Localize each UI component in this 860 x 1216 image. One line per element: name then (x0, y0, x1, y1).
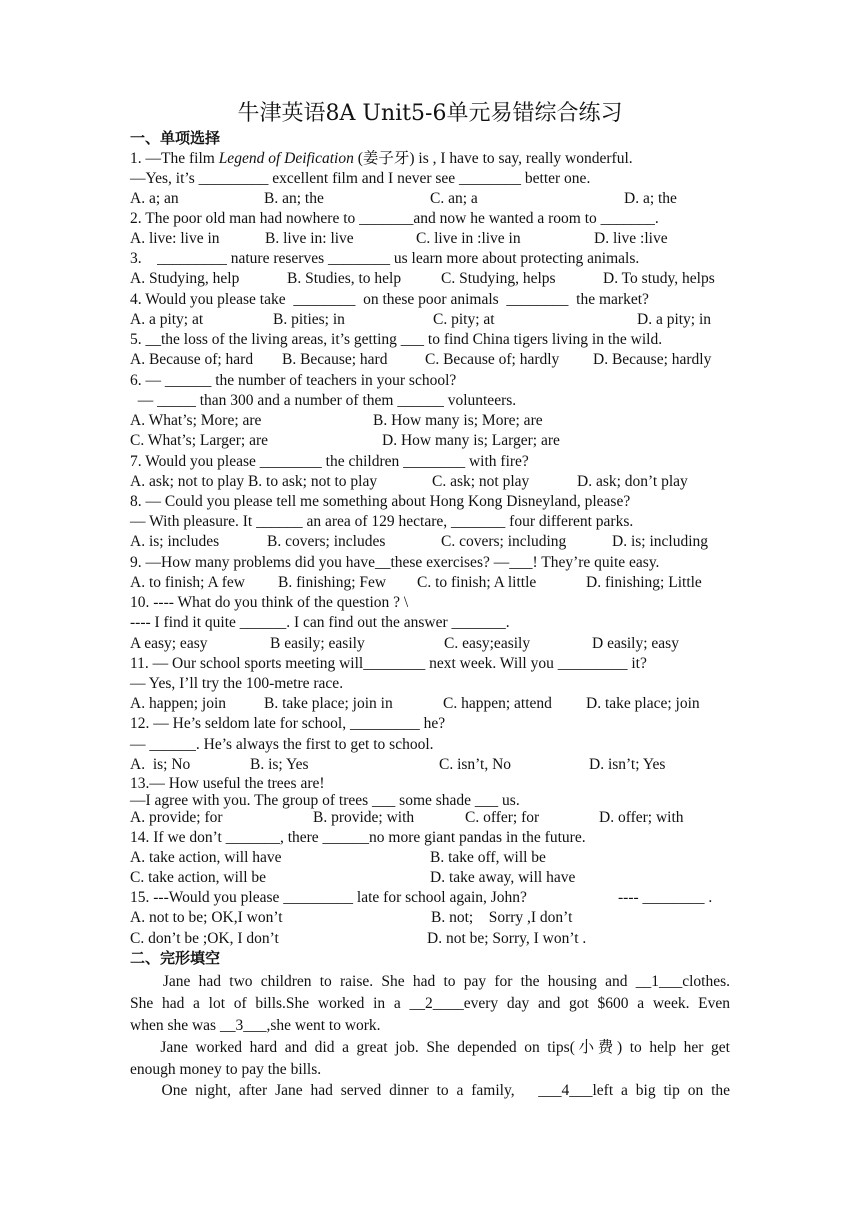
option-d: D. is; including (612, 533, 709, 550)
question-12-reply: — ______. He’s always the first to get to school. (130, 736, 434, 753)
question-6-reply: — _____ than 300 and a number of them ______ volunteers. (130, 392, 517, 409)
option-a: A. to finish; A few (130, 574, 245, 591)
passage-line: Jane worked hard and did a great job. She depended on tips(小费) to help her get (130, 1039, 730, 1056)
option-d: D. How many is; Larger; are (382, 432, 560, 449)
option-b: B. covers; includes (267, 533, 386, 550)
option-a: A. take action, will have (130, 849, 282, 866)
passage-text: clothes. (682, 973, 730, 990)
passage-text: ,she went to work. (266, 1017, 381, 1034)
option-c: C. easy;easily (444, 635, 531, 652)
option-d: D. To study, helps (603, 270, 715, 287)
option-d: D. not be; Sorry, I won’t . (427, 930, 587, 947)
passage-text: She had a lot of bills.She worked in a (130, 995, 410, 1012)
option-c: C. Studying, helps (441, 270, 556, 287)
option-a: A. is; No (130, 756, 191, 773)
question-13: 13.— How useful the trees are! (130, 775, 325, 792)
passage-text: every day and got $600 a week. Even (463, 995, 731, 1012)
option-b: B easily; easily (270, 635, 365, 652)
passage-line (130, 1015, 730, 1037)
option-d: D. live :live (594, 230, 668, 247)
question-15-reply: ---- ________ . (618, 889, 713, 906)
option-c: C. happen; attend (443, 695, 552, 712)
option-c: C. isn’t, No (439, 756, 512, 773)
option-d: D. a; the (624, 190, 677, 207)
question-9: 9. —How many problems did you have__these exercises? —___! They’re quite easy. (130, 554, 660, 571)
option-c: C. live in :live in (416, 230, 521, 247)
question-11-reply: — Yes, I’ll try the 100-metre race. (130, 675, 344, 692)
option-d: D. offer; with (599, 809, 684, 826)
option-c: C. pity; at (433, 311, 495, 328)
passage-text: when she was (130, 1017, 220, 1034)
question-3: 3. _________ nature reserves ________ us learn more about protecting animals. (130, 250, 640, 267)
option-c: C. offer; for (465, 809, 540, 826)
option-c: C. don’t be ;OK, I don’t (130, 930, 279, 947)
option-b: B. an; the (264, 190, 324, 207)
option-d: D. Because; hardly (593, 351, 712, 368)
option-b: B. take off, will be (430, 849, 546, 866)
question-4: 4. Would you please take ________ on these poor animals ________ the market? (130, 291, 649, 308)
option-d: D. finishing; Little (586, 574, 702, 591)
blank-2: __2____ (409, 995, 464, 1012)
option-c: C. What’s; Larger; are (130, 432, 269, 449)
option-d: D. take away, will have (430, 869, 576, 886)
question-11: 11. — Our school sports meeting will________ next week. Will you _________ it? (130, 655, 647, 672)
passage-text: left a big tip on the (592, 1082, 731, 1099)
option-c: C. ask; not play (432, 473, 530, 490)
option-c: C. to finish; A little (417, 574, 537, 591)
option-a: A. provide; for (130, 809, 223, 826)
option-b: B. provide; with (313, 809, 415, 826)
question-10: 10. ---- What do you think of the question ? \ (130, 594, 409, 611)
question-1-prefix: 1. —The film (130, 150, 219, 167)
question-10-reply: ---- I find it quite ______. I can find out the answer _______. (130, 614, 510, 631)
option-d: D easily; easy (592, 635, 679, 652)
passage-text: One night, after Jane had served dinner to a family, (130, 1082, 539, 1099)
question-12: 12. — He’s seldom late for school, _________ he? (130, 715, 446, 732)
option-b: B. finishing; Few (278, 574, 387, 591)
blank-4: ___4___ (538, 1082, 593, 1099)
passage-line: enough money to pay the bills. (130, 1061, 322, 1078)
option-c: C. covers; including (441, 533, 567, 550)
option-b: B. not; Sorry ,I don’t (431, 909, 573, 926)
question-14: 14. If we don’t _______, there ______no more giant pandas in the future. (130, 829, 586, 846)
option-a: A. happen; join (130, 695, 226, 712)
option-a: A. Because of; hard (130, 351, 254, 368)
section-heading-multiple-choice: 一、单项选择 (130, 129, 221, 147)
question-6: 6. — ______ the number of teachers in your school? (130, 372, 457, 389)
option-a: A easy; easy (130, 635, 208, 652)
question-13-reply: —I agree with you. The group of trees ___ some shade ___ us. (130, 792, 520, 809)
question-7: 7. Would you please ________ the children ________ with fire? (130, 453, 529, 470)
passage-line (130, 1080, 730, 1102)
option-c: C. an; a (430, 190, 478, 207)
passage-line (130, 993, 730, 1015)
question-8: 8. — Could you please tell me something about Hong Kong Disneyland, please? (130, 493, 631, 510)
blank-3: __3___ (219, 1017, 267, 1034)
option-d: D. ask; don’t play (577, 473, 688, 490)
passage-text: Jane had two children to raise. She had to pay for the housing and (130, 973, 636, 990)
question-8-reply: — With pleasure. It ______ an area of 129 hectare, _______ four different parks. (130, 513, 634, 530)
option-b: B. Studies, to help (287, 270, 402, 287)
option-c: C. Because of; hardly (425, 351, 560, 368)
option-d: D. isn’t; Yes (589, 756, 666, 773)
option-a: A. a; an (130, 190, 179, 207)
blank-1: __1___ (635, 973, 683, 990)
option-d: D. take place; join (586, 695, 700, 712)
option-a: A. What’s; More; are (130, 412, 262, 429)
option-a: A. not to be; OK,I won’t (130, 909, 283, 926)
option-c: C. take action, will be (130, 869, 267, 886)
question-1 (130, 149, 633, 168)
worksheet-title: 牛津英语8A Unit5-6单元易错综合练习 (237, 101, 623, 126)
option-a: A. live: live in (130, 230, 220, 247)
question-1-suffix: (姜子牙) is , I have to say, really wonderful. (353, 150, 633, 167)
option-a: A. is; includes (130, 533, 220, 550)
option-a-b: A. ask; not to play B. to ask; not to play (130, 473, 378, 490)
passage-line (130, 971, 730, 993)
option-b: B. pities; in (273, 311, 345, 328)
option-a: A. a pity; at (130, 311, 204, 328)
option-a: A. Studying, help (130, 270, 240, 287)
option-b: B. take place; join in (264, 695, 393, 712)
option-b: B. Because; hard (282, 351, 388, 368)
option-d: D. a pity; in (637, 311, 712, 328)
option-b: B. is; Yes (250, 756, 309, 773)
question-5: 5. __the loss of the living areas, it’s getting ___ to find China tigers living in the wild. (130, 331, 663, 348)
question-2: 2. The poor old man had nowhere to _______and now he wanted a room to _______. (130, 210, 659, 227)
question-1-reply: —Yes, it’s _________ excellent film and I never see ________ better one. (130, 170, 591, 187)
film-title: Legend of Deification (218, 150, 354, 167)
question-15: 15. ---Would you please _________ late for school again, John? (130, 889, 527, 906)
section-heading-cloze: 二、完形填空 (130, 949, 221, 967)
option-b: B. live in: live (265, 230, 354, 247)
option-b: B. How many is; More; are (373, 412, 543, 429)
